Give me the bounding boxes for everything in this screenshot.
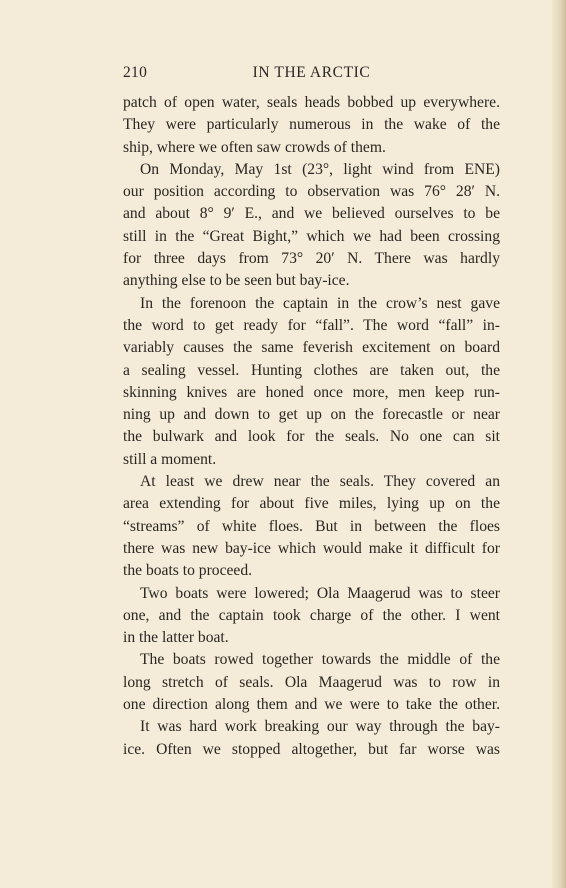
page-edge-shadow	[552, 0, 566, 888]
text-line: ship, where we often saw crowds of them.	[123, 138, 386, 156]
text-line: “streams” of white floes. But in between the floes	[123, 517, 500, 535]
text-line: At least we drew near the seals. They covered an	[140, 473, 500, 491]
text-line: our position according to observation was 76° 28′ N.	[123, 183, 500, 201]
text-line: the bulwark and look for the seals. No one can sit	[123, 428, 500, 446]
text-line: anything else to be seen but bay-ice.	[123, 272, 350, 290]
page-number: 210	[123, 64, 148, 81]
text-line: In the forenoon the captain in the crow’s nest gave	[140, 294, 500, 312]
text-line: ning up and down to get up on the forecastle or near	[123, 406, 500, 424]
running-head	[123, 64, 500, 84]
text-line: ice. Often we stopped altogether, but far worse was	[123, 740, 500, 758]
text-line: one, and the captain took charge of the other. I went	[123, 606, 500, 624]
text-line: variably causes the same feverish excitement on board	[123, 339, 500, 357]
text-line: patch of open water, seals heads bobbed up everywhere.	[123, 94, 500, 111]
text-line: one direction along them and we were to take the other.	[123, 696, 500, 714]
body-text	[123, 92, 500, 761]
text-line: a sealing vessel. Hunting clothes are taken out, the	[123, 361, 500, 379]
text-line: the word to get ready for “fall”. The word “fall” in-	[123, 316, 500, 334]
text-line: still in the “Great Bight,” which we had been crossing	[123, 227, 500, 245]
text-line: in the latter boat.	[123, 629, 229, 647]
text-line: Two boats were lowered; Ola Maagerud was to steer	[140, 584, 500, 602]
text-line: They were particularly numerous in the wake of the	[123, 116, 500, 134]
text-line: It was hard work breaking our way through the bay-	[140, 718, 500, 736]
text-line: area extending for about five miles, lying up on the	[123, 495, 500, 513]
text-line: long stretch of seals. Ola Maagerud was to row in	[123, 673, 500, 691]
text-line: the boats to proceed.	[123, 562, 253, 580]
text-line: skinning knives are honed once more, men keep run-	[123, 383, 500, 401]
text-line: On Monday, May 1st (23°, light wind from ENE)	[140, 160, 500, 178]
text-line: The boats rowed together towards the middle of the	[140, 651, 500, 669]
text-line: and about 8° 9′ E., and we believed ourselves to be	[123, 205, 500, 223]
text-line: still a moment.	[123, 450, 217, 468]
text-line: there was new bay-ice which would make it difficult for	[123, 539, 500, 557]
running-title: IN THE ARCTIC	[252, 64, 371, 81]
text-line: for three days from 73° 20′ N. There was hardly	[123, 250, 500, 268]
